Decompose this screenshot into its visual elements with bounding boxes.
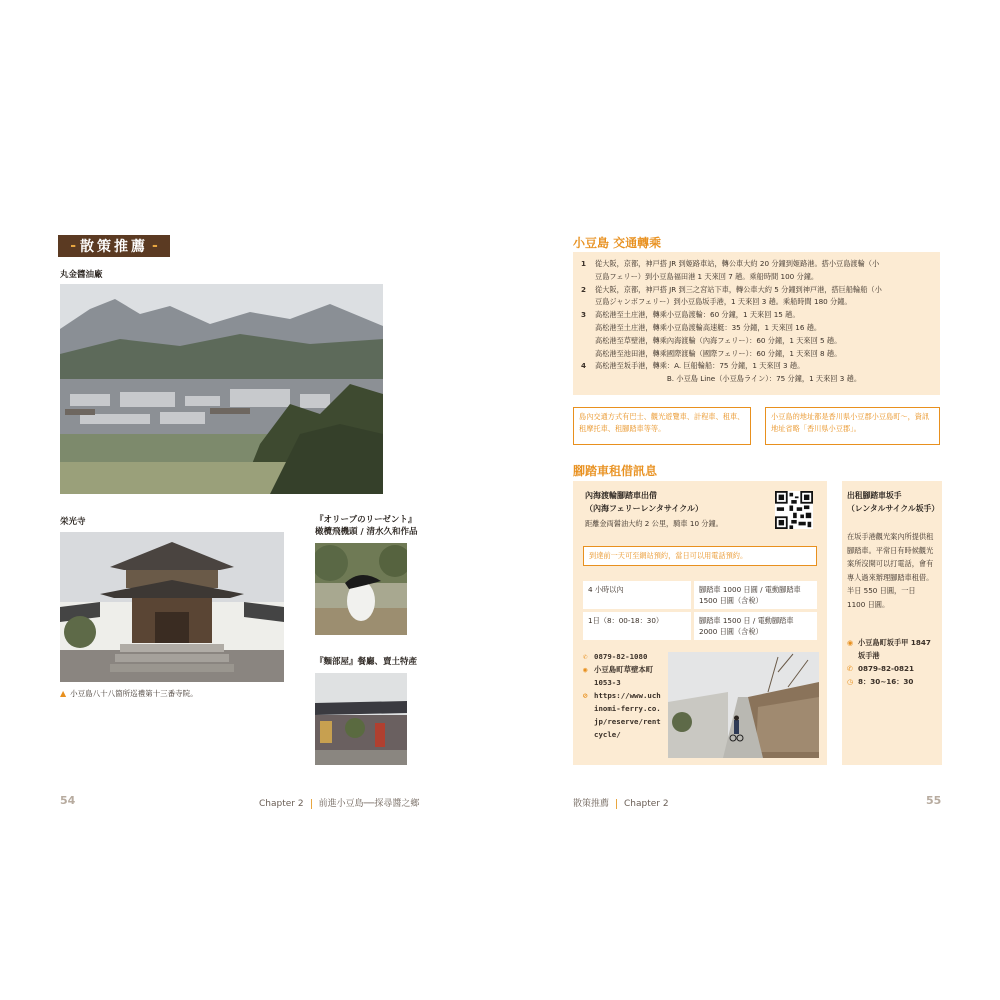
transport-item-text: 豆島フェリー）到小豆島福田港 1 天來回 7 趟。乘船時間 100 分鐘。: [595, 271, 819, 281]
shop1-url[interactable]: https://www.uchinomi-ferry.co.jp/reserve/rentcycle/: [594, 691, 661, 739]
price-row: 1日（8：00-18：30） 腳踏車 1500 日 / 電動腳踏車 2000 日圓（含稅）: [583, 612, 817, 640]
qr-code-icon[interactable]: [775, 491, 813, 529]
shop2-name: 出租腳踏車坂手 （レンタルサイクル坂手）: [847, 491, 940, 513]
footer-divider: [311, 799, 312, 809]
caption-menbeya: 『麵部屋』餐廳、賣土特產: [315, 657, 418, 667]
transport-item-number: [581, 271, 595, 284]
shop1-booking-note: 到達前一天可至網站預約，當日可以用電話預約。: [583, 546, 817, 566]
transport-item-number: 4: [581, 361, 587, 371]
transport-item-text: 豆島ジャンボフェリー）到小豆島坂手港，1 天來回 3 趟。乘船時間 180 分鐘。: [595, 297, 852, 307]
transport-item-text: 高松港至坂手港，轉乘：A. 巨船輪船：75 分鐘，1 天來回 3 趟。: [595, 361, 805, 371]
phone-icon: ✆: [847, 664, 854, 673]
note-transport: 島內交通方式有巴士、觀光遊覽車、計程車、租車、租摩托車、租腳踏車等等。: [573, 407, 751, 445]
transport-item: [581, 309, 932, 322]
photo-bike-lane: [668, 652, 819, 758]
transport-item: [581, 335, 932, 348]
shop1-price-table: [583, 581, 817, 640]
transport-item: [581, 322, 932, 335]
page-number-right: 55: [926, 794, 942, 807]
photo-olive-sculpture: [315, 543, 407, 635]
transport-item-text: B. 小豆島 Line（小豆島ライン）：75 分鐘，1 天來回 3 趟。: [595, 374, 862, 384]
transport-item: [581, 348, 932, 361]
transport-item-number: [581, 335, 595, 348]
photo-note: ▲ 小豆島八十八箇所巡禮第十三番寺院。: [60, 689, 198, 698]
caption-olive: 『オリーブのリーゼント』 橄欖飛機頭 / 清水久和作品: [315, 515, 418, 537]
transport-item-number: [581, 348, 595, 361]
photo-eikoji-temple: [60, 532, 284, 682]
clock-icon: ◷: [847, 677, 854, 686]
section-badge: - 散策推薦 -: [58, 235, 170, 257]
transport-item: [581, 360, 932, 373]
footer-left: Chapter 2 前進小豆島──探尋醬之鄉: [259, 799, 420, 809]
transport-list: [573, 252, 940, 395]
shop1-contact: ✆ 0879-82-1080 ◉ 小豆島町草壁本町 1053-3 ⊘ https://www.uchinomi-ferry.co.jp/reserve/rentcycle/: [583, 650, 665, 741]
link-icon: ⊘: [583, 691, 588, 700]
transport-item-text: 高松港至池田港，轉乘國際渡輪（國際フェリー）：60 分鐘，1 天來回 8 趟。: [595, 348, 842, 358]
note-address: 小豆島的地址都是香川県小豆郡小豆島町〜，資訊地址省略「香川県小豆郡」。: [765, 407, 940, 445]
price-row: 4 小時以內 腳踏車 1000 日圓 / 電動腳踏車 1500 日圓（含稅）: [583, 581, 817, 609]
bike-title: 腳踏車租借訊息: [573, 464, 658, 478]
transport-item: [581, 271, 932, 284]
transport-item: [581, 373, 932, 386]
transport-item-text: 高松港至土庄港，轉乘小豆島渡輪：60 分鐘，1 天來回 15 趟。: [595, 310, 800, 320]
shop1-name: 內海渡輪腳踏車出借 （內海フェリーレンタサイクル）: [585, 491, 703, 513]
caption-marukin: 丸金醬油廠: [60, 270, 103, 280]
shop1-distance: 距離金両醤油大約 2 公里，騎車 10 分鐘。: [585, 519, 723, 528]
transport-item-number: 1: [581, 259, 587, 268]
location-pin-icon: ◉: [847, 638, 854, 647]
transport-item: [581, 296, 932, 309]
section-title: 散策推薦: [80, 239, 148, 255]
transport-item-text: 從大阪，京都，神戸搭 JR 到三之宮站下車，轉公車大約 5 分鐘到神戸港，搭巨船輪船（小: [595, 284, 882, 294]
transport-item-number: 2: [581, 284, 587, 294]
caption-eikoji: 栄光寺: [60, 517, 86, 527]
photo-menbeya-shop: [315, 673, 407, 765]
transport-item-number: [581, 296, 595, 309]
footer-divider: [616, 799, 617, 809]
phone-icon: ✆: [583, 652, 588, 661]
photo-marukin-landscape: [60, 284, 383, 494]
transport-item-text: 高松港至草壁港，轉乘內海渡輪（內海フェリー）：60 分鐘，1 天來回 5 趟。: [595, 335, 842, 345]
page-number-left: 54: [60, 794, 76, 807]
location-pin-icon: ◉: [583, 665, 588, 674]
transport-item-text: 高松港至土庄港，轉乘小豆島渡輪高速艇：35 分鐘，1 天來回 16 趟。: [595, 322, 822, 332]
shop2-panel: [842, 481, 942, 765]
shop2-contact: ◉ 小豆島町坂手甲 1847 坂手港 ✆ 0879-82-0821 ◷ 8：30~16：30: [847, 638, 931, 686]
transport-item: [581, 284, 932, 297]
shop2-desc: 在坂手港觀光案內所提供租腳踏車。平常日有時候觀光案所沒開可以打電話，會有專人過來辦理腳踏車租借。半日 550 日圓，一日 1100 日圓。: [847, 532, 934, 609]
transport-item-number: 3: [581, 310, 587, 320]
footer-right: 散策推薦 Chapter 2: [573, 799, 669, 809]
transport-item: [581, 258, 932, 271]
transport-item-text: 從大阪，京都，神戸搭 JR 到姬路車站，轉公車大約 20 分鐘到姬路港。搭小豆島渡輪（小: [595, 259, 880, 268]
transport-item-number: [581, 373, 595, 386]
triangle-icon: ▲: [60, 689, 67, 698]
transport-item-number: [581, 322, 595, 335]
transport-title: 小豆島 交通轉乘: [573, 236, 662, 250]
